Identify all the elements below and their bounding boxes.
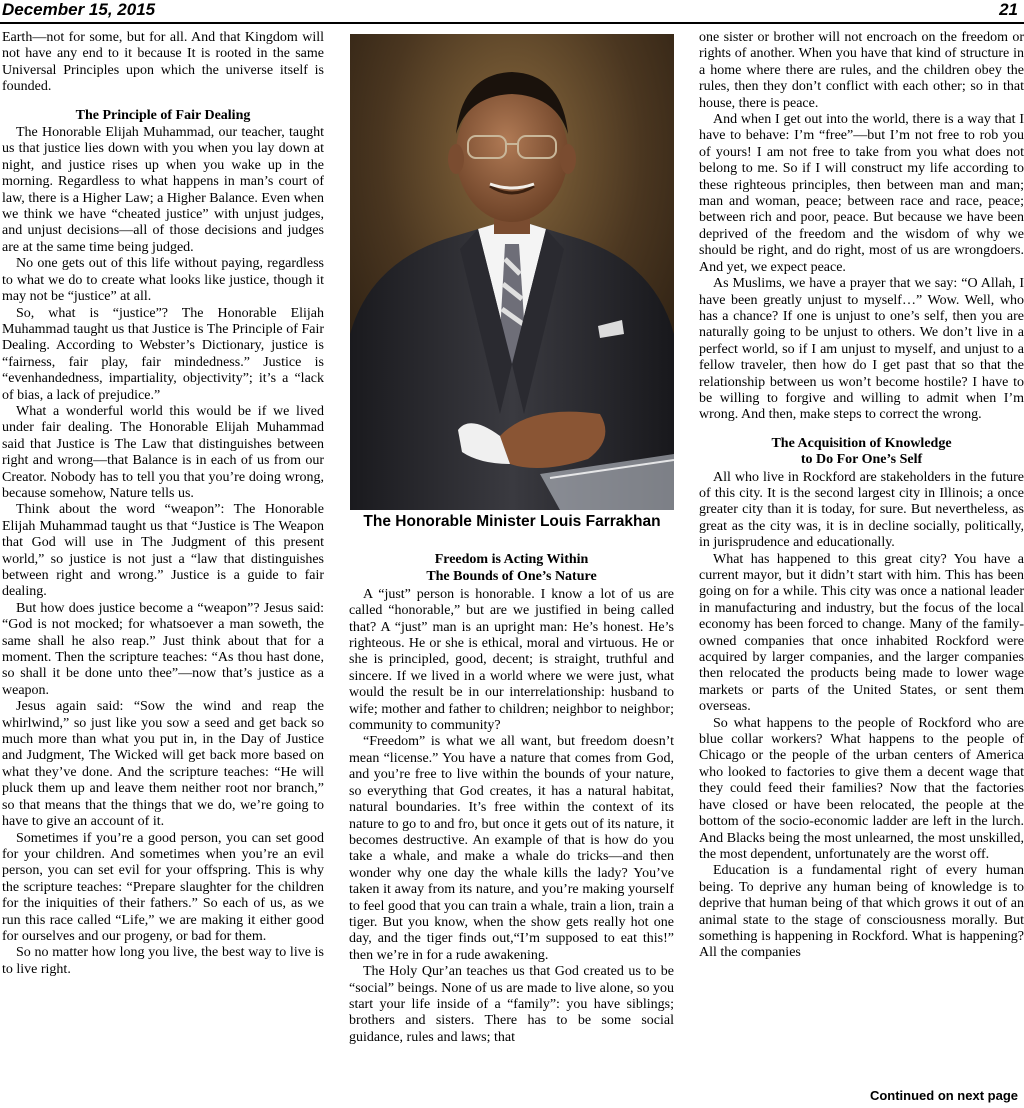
paragraph: No one gets out of this life without paying, regardless to what we do to create what looks like justice, though it may not be “justice” at all.: [2, 256, 324, 305]
paragraph: Sometimes if you’re a good person, you can set good for your children. And sometimes when you’re an evil person, you can set evil for your offspring. This is why the scripture teaches: “Prepare slaughter for the children for the iniquities of their fathers.” So each of us, as we run this race called “Life,” we are making it either good for ourselves and our progeny, or bad for them.: [2, 830, 324, 944]
article-column-1: [2, 30, 324, 1106]
continued-on-next-page: Continued on next page: [864, 1088, 1018, 1104]
paragraph: A “just” person is honorable. I know a lot of us are called “honorable,” but are we justified in being called that? A “just” man is an upright man: He’s honest. He’s righteous. He or she is ethical, moral and virtuous. He or she is principled, good, decent; is straight, truthful and sincere. If we lived in a world where we were just, what would the result be in our interrelationship: husband to wife; mother and father to children; neighbor to neighbor; community to community?: [349, 586, 674, 734]
paragraph: So what happens to the people of Rockford who are blue collar workers? What happens to the people of Chicago or the people of the urban centers of America who looked to factories to give them a decent wage that they could feed their families? Now that the factories have closed or have been relocated, the people at the bottom of the socio-economic ladder are left in the lurch. And Blacks being the most unlearned, the most unskilled, the most dependent, unfortunately are the worst off.: [699, 715, 1024, 862]
paragraph: What a wonderful world this would be if we lived under fair dealing. The Honorable Elijah Muhammad said that Justice is The Law that distinguishes between right and wrong—that Balance is in each of us from our Creator. Nobody has to tell you that you’re doing wrong, because somehow, Nature tells us.: [2, 403, 324, 501]
paragraph: “Freedom” is what we all want, but freedom doesn’t mean “license.” You have a nature that comes from God, and you’re free to live within the bounds of your nature, so everything that God creates, it has a natural habitat, natural boundaries. It’s free within the context of its nature to go to and fro, but once it gets out of its nature, it becomes destructive. An example of that is how do you take a whale, and make a whale do tricks—and then wonder why one day the whale kills the lady? You’ve taken it away from its nature, and you’re making yourself to feel good that you can train a whale, train a lion, train a tiger. But you know, when the show gets really hot one day, and the tiger finds out,“I’m supposed to eat this!” then we’re in for a rude awakening.: [349, 734, 674, 963]
paragraph: But how does justice become a “weapon”? Jesus said: “God is not mocked; for whatsoever a man soweth, the same shall he also reap.” Just think about that for a moment. Then the scripture teaches: “As thou hast done, so shall it be done unto thee”—now that’s justice as a weapon.: [2, 600, 324, 698]
paragraph: And when I get out into the world, there is a way that I have to behave: I’m “free”—but I’m not free to rob you of yours! I am not free to take from you what does not belong to me. So if I will construct my life according to these righteous principles, then between man and man; man and woman, peace; between race and race, peace; between rich and poor, peace. But because we have been deprived of the freedom and the wisdom of why we should be right, and do right, most of us are wrongdoers. And yet, we expect peace.: [699, 112, 1024, 275]
section-heading-knowledge-line1: The Acquisition of Knowledge: [771, 435, 952, 451]
paragraph: The Holy Qur’an teaches us that God created us to be “social” beings. None of us are made to live alone, so you start your life inside of a “family”: you have siblings; brothers and sisters. There has to be some social guidance, rules and laws; that: [349, 964, 674, 1045]
page-number: 21: [999, 0, 1018, 19]
paragraph: As Muslims, we have a prayer that we say: “O Allah, I have been greatly unjust to myself…” Wow. Well, who has a chance? If one is unjust to one’s self, then you are naturally going to be unjust to others. We don’t live in a perfect world, so if I am unjust to myself, and unjust to a fellow traveler, then how do I get past that so that the relationship between us won’t become hostile? I have to be willing to forgive and willing to admit when I’m wrong. And then, make steps to correct the wrong.: [699, 276, 1024, 423]
page-header: [0, 0, 1024, 24]
article-column-3: [699, 30, 1024, 1092]
paragraph: So, what is “justice”? The Honorable Elijah Muhammad taught us that Justice is The Principle of Fair Dealing. According to Webster’s Dictionary, justice is “fairness, fair play, fair mindedness.” Justice is “evenhandedness, impartiality, objectivity”; it’s a “lack of bias, a lack of prejudice.”: [2, 305, 324, 403]
paragraph: Think about the word “weapon”: The Honorable Elijah Muhammad taught us that “Justice is The Weapon that God will use in The Judgment of this present world,” so justice is not just a “law that distinguishes between right and wrong.” Justice is a guide to fair dealing.: [2, 502, 324, 600]
paragraph: Education is a fundamental right of every human being. To deprive any human being of knowledge is to deprive that human being of that which grows it out of an animal state to the stage of consciousness morally. But something is happening in Rockford. What is happening? All the companies: [699, 863, 1024, 961]
section-heading-fair-dealing: The Principle of Fair Dealing: [75, 107, 251, 123]
paragraph: Jesus again said: “Sow the wind and reap the whirlwind,” so just like you sow a seed and get back so much more than what you put in, in the Day of Justice and Judgment, The Wicked will get back more based on what they’ve done. And the scripture teaches: “He will pluck them up and leave them neither root nor branch,” so that means that the things that we do, we’re going to have to give an account of it.: [2, 699, 324, 830]
photo-caption: The Honorable Minister Louis Farrakhan: [363, 513, 661, 530]
section-heading-freedom-line2: The Bounds of One’s Nature: [426, 569, 597, 585]
paragraph: The Honorable Elijah Muhammad, our teacher, taught us that justice lies down with you when you lay down at night, and justice rises up when you wake up in the morning. Regardless to what happens in man’s court of law, there is a Higher Law; a Higher Balance. Even when we think we have “cheated justice” with unjust judges, and unjust decisions—all of those decisions and judges are at the same time being judged.: [2, 125, 324, 255]
paragraph: one sister or brother will not encroach on the freedom or rights of another. When you have that kind of structure in a home where there are rules, and the children obey the rules, then they don’t conflict with each other; so in that house, there is peace.: [699, 30, 1024, 111]
article-column-2: [349, 552, 674, 1106]
issue-date: December 15, 2015: [2, 0, 156, 19]
paragraph: So no matter how long you live, the best way to live is to live right.: [2, 945, 324, 977]
paragraph: Earth—not for some, but for all. And that Kingdom will not have any end to it because It is rooted in the same Universal Principles upon which the universe itself is founded.: [2, 30, 324, 95]
section-heading-knowledge-line2: to Do For One’s Self: [800, 452, 923, 468]
section-heading-freedom-line1: Freedom is Acting Within: [434, 552, 589, 567]
paragraph: All who live in Rockford are stakeholders in the future of this city. It is the second largest city in Illinois; a once greater city than it is today, for sure. But nevertheless, as great as the city was, it is in decline socially, politically, in jurisprudence and educationally.: [699, 469, 1024, 551]
portrait-photo: [350, 34, 674, 510]
paragraph: What has happened to this great city? You have a current mayor, but it didn’t start with him. This has been going on for a while. This city was once a national leader in manufacturing and industry, but the focus of the local economy has been forced to change. Many of the family-owned companies that once inhabited Rockford were acquired by larger companies, and the larger companies then relocated the products being made to lower wage markets or parts of the United States, or sent them overseas.: [699, 551, 1024, 715]
